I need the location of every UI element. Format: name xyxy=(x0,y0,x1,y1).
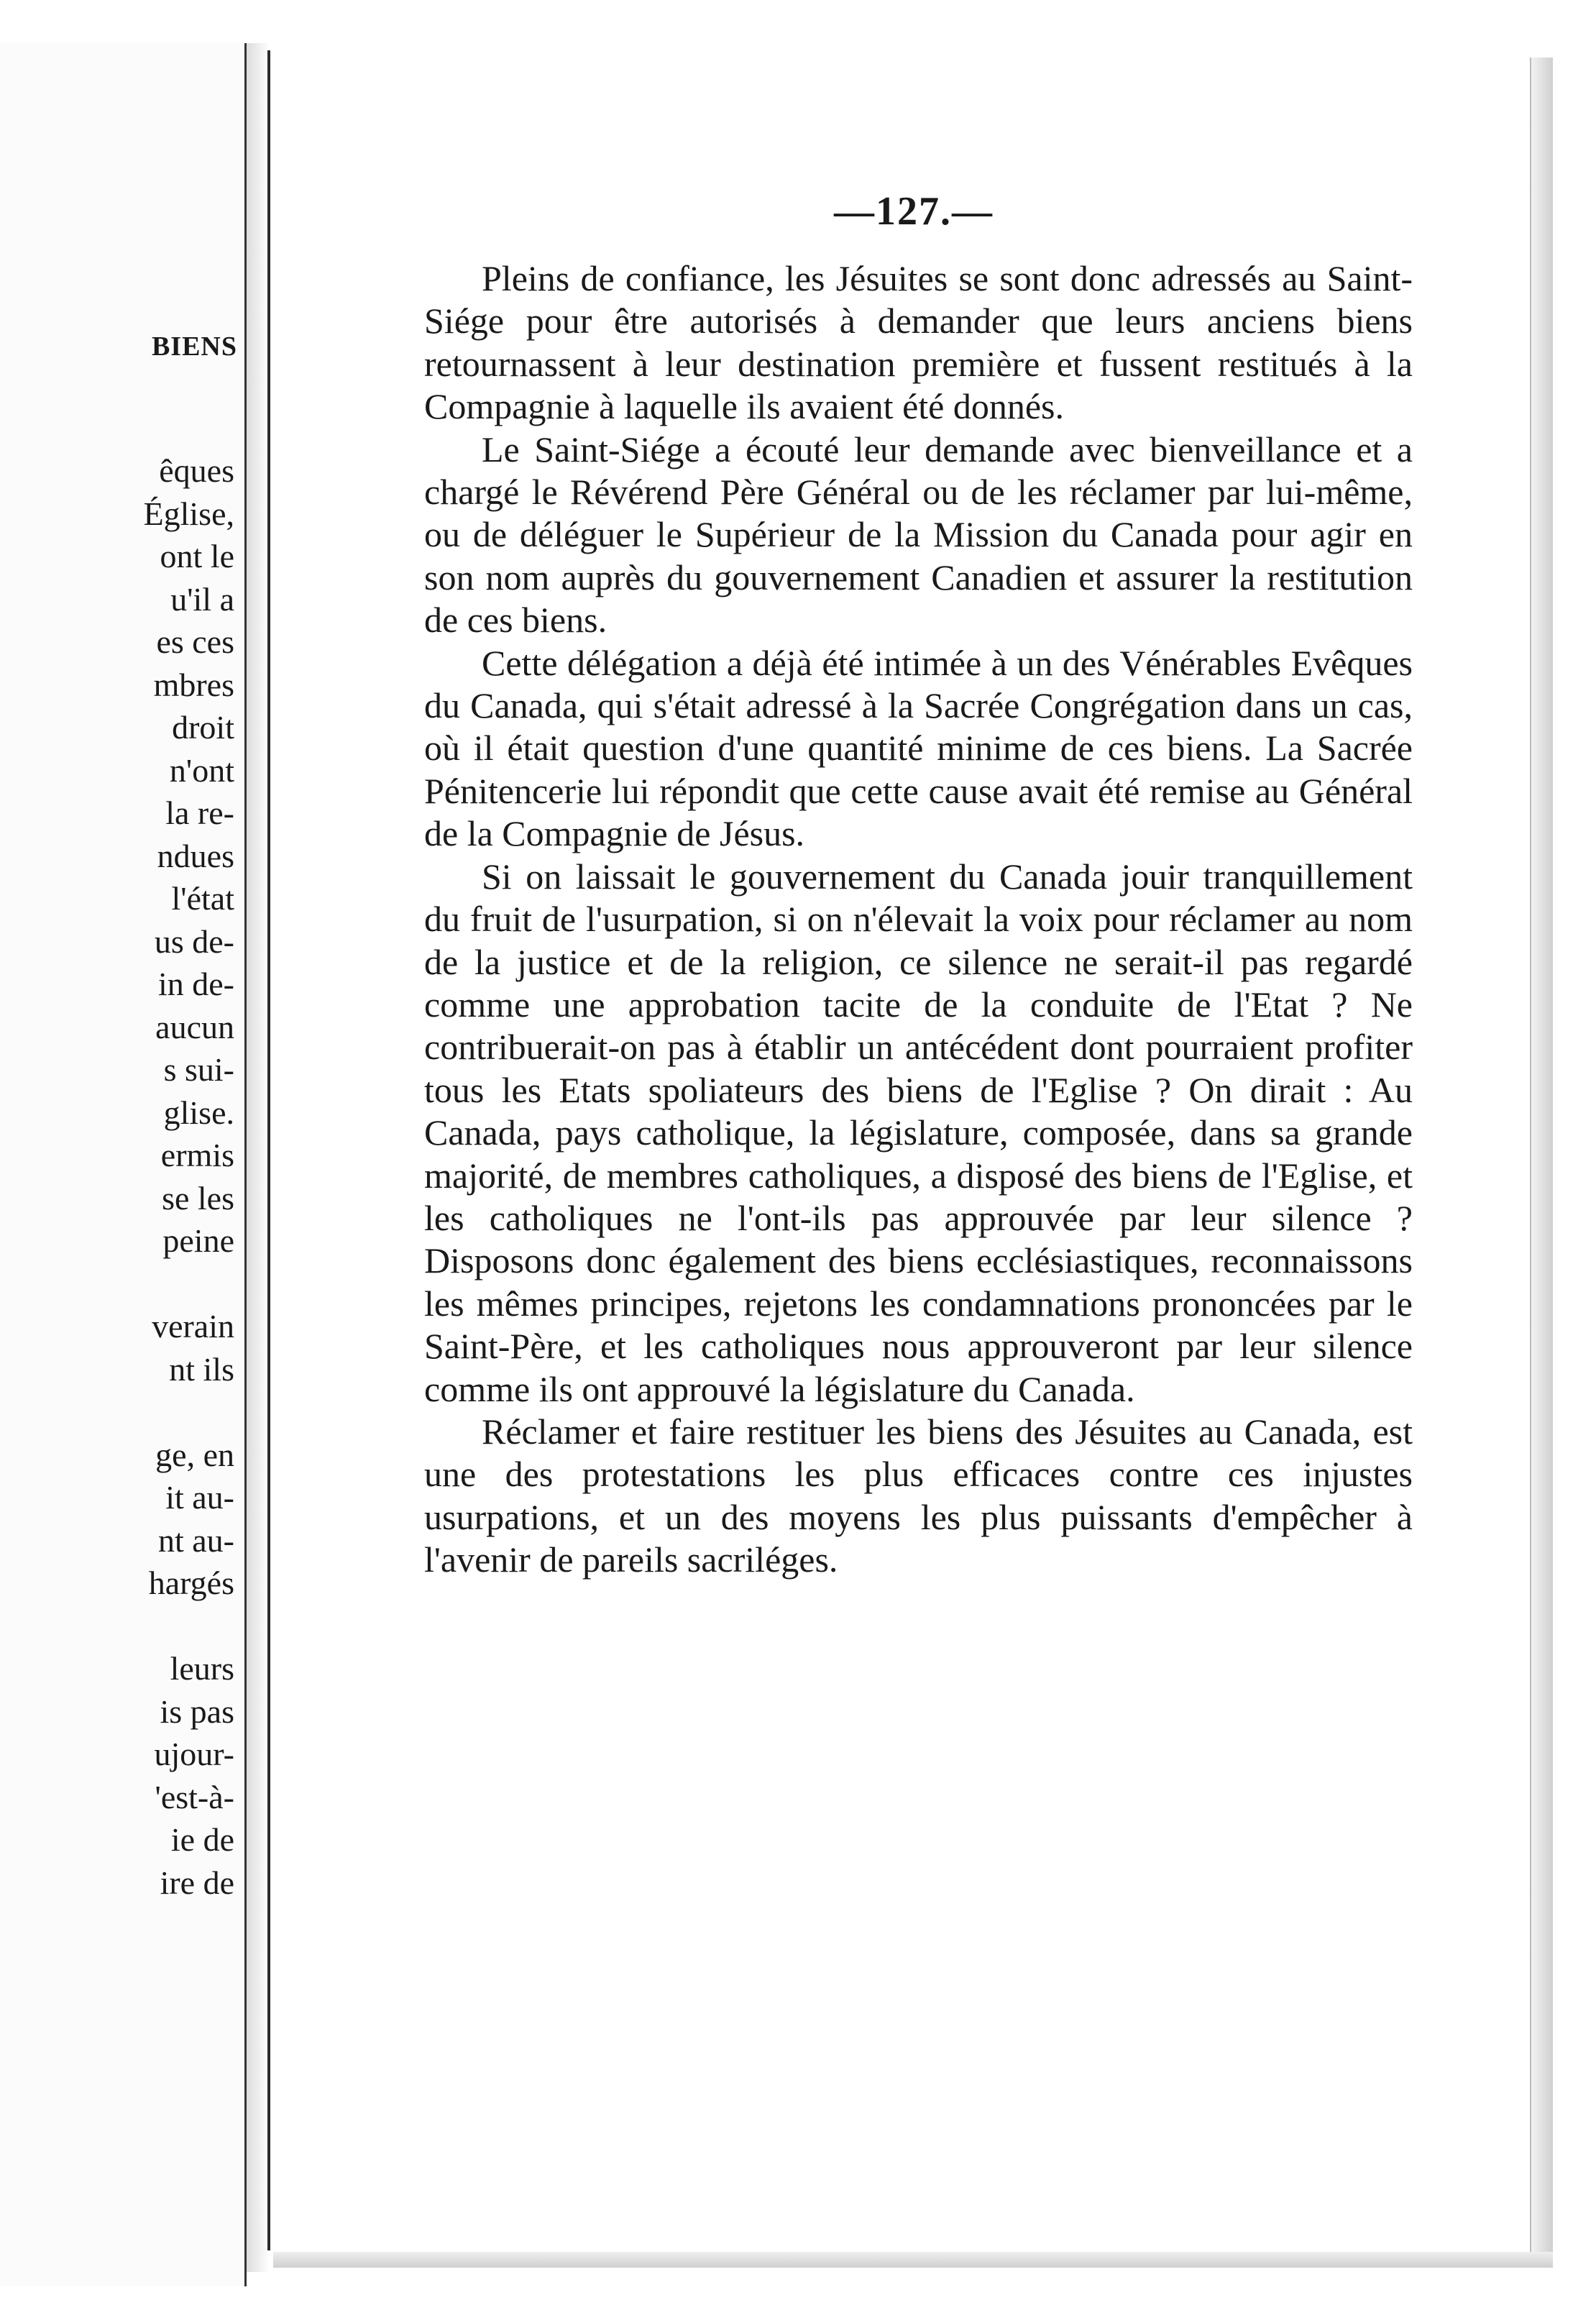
previous-page-line: verain xyxy=(152,1308,234,1344)
previous-page-text xyxy=(144,449,234,1904)
previous-page-line: hargés xyxy=(148,1565,234,1601)
paragraph: Réclamer et faire restituer les biens des Jésuites au Canada, est une des protestations les plus efficaces contre ces injustes usurpations, et un des moyens les plus puissants d'empêcher à l'avenir de pareils sacriléges. xyxy=(424,1411,1413,1580)
previous-page-line: leurs xyxy=(170,1650,234,1687)
previous-page-line: nt au- xyxy=(157,1521,234,1559)
paragraph: Si on laissait le gouvernement du Canada jouir tranquillement du fruit de l'usurpation, si on n'élevait la voix pour réclamer au nom de la justice et de la religion, ce silence ne serait-il pas regardé comme une approbation tacite de la conduite de l'Etat ? Ne contribuerait-on pas à établir un antécédent dont pourraient profiter tous les Etats spoliateurs des biens de l'Eglise ? On dirait : Au Canada, pays catholique, la législature, composée, dans sa grande majorité, de membres catholiques, a disposé des biens de l'Eglise, et les catholiques ne l'ont-ils pas approuvée par leur silence ? Disposons donc également des biens ecclésiastiques, reconnaissons les mêmes principes, rejetons les condamnations prononcées par le Saint-Père, et les catholiques nous approuveront par leur silence comme ils ont approuvé la législature du Canada. xyxy=(424,856,1413,1409)
previous-page-line: êques xyxy=(159,452,234,489)
previous-page-line: n'ont xyxy=(169,751,234,789)
page-edge-bottom xyxy=(273,2252,1553,2268)
previous-page-line: la re- xyxy=(165,794,234,831)
previous-page-line: ire de xyxy=(160,1864,234,1901)
page-body xyxy=(424,257,1413,1582)
previous-page-line: is pas xyxy=(160,1692,234,1730)
previous-page-line: 'est-à- xyxy=(155,1778,234,1815)
previous-page-line: peine xyxy=(162,1222,234,1259)
previous-page-line: s sui- xyxy=(163,1051,234,1088)
paragraph: Cette délégation a déjà été intimée à un des Vénérables Evêques du Canada, qui s'était adressé à la Sacrée Congrégation dans un cas, où il était question d'une quantité minime de ces biens. La Sacrée Pénitencerie lui répondit que cette cause avait été remise au Général de la Compagnie de Jésus. xyxy=(424,642,1413,854)
previous-page-line: ermis xyxy=(160,1137,234,1173)
previous-page-fragment xyxy=(0,43,247,2286)
previous-page-line: ie de xyxy=(170,1821,234,1858)
previous-page-line: mbres xyxy=(153,666,234,703)
previous-page-line: aucun xyxy=(155,1008,234,1045)
previous-page-line: es ces xyxy=(156,623,234,660)
binding-line xyxy=(267,50,270,2250)
previous-page-line: ndues xyxy=(157,837,234,874)
previous-page-line: ujour- xyxy=(154,1736,234,1772)
previous-page-line xyxy=(144,1605,234,1648)
previous-page-line: se les xyxy=(162,1179,234,1217)
paragraph: Le Saint-Siége a écouté leur demande avec bienveillance et a chargé le Révérend Père Général ou de les réclamer par lui-même, ou de déléguer le Supérieur de la Mission du Canada pour agir en son nom auprès du gouvernement Canadien et assurer la restitution de ces biens. xyxy=(424,429,1413,641)
previous-page-line xyxy=(144,1263,234,1306)
previous-page-line: l'état xyxy=(171,880,234,917)
previous-page-header: BIENS xyxy=(151,331,237,362)
previous-page-line: Église, xyxy=(143,495,234,532)
previous-page-line: ont le xyxy=(160,538,234,574)
previous-page-line: us de- xyxy=(154,922,234,960)
previous-page-line: u'il a xyxy=(170,580,234,618)
previous-page-line: droit xyxy=(172,709,234,746)
previous-page-line: ge, en xyxy=(155,1436,234,1473)
page-number: —127.— xyxy=(834,189,994,234)
book-gutter xyxy=(247,43,270,2272)
previous-page-line: glise. xyxy=(163,1094,234,1131)
previous-page-line: it au- xyxy=(165,1479,234,1516)
page-edge-right xyxy=(1530,58,1553,2258)
previous-page-line: nt ils xyxy=(169,1350,234,1388)
paragraph: Pleins de confiance, les Jésuites se sont donc adressés au Saint-Siége pour être autorisés à demander que leurs anciens biens retournassent à leur destination première et fussent restitués à la Compagnie à laquelle ils avaient été donnés. xyxy=(424,258,1413,427)
previous-page-line xyxy=(144,1391,234,1434)
previous-page-line: in de- xyxy=(157,966,234,1002)
